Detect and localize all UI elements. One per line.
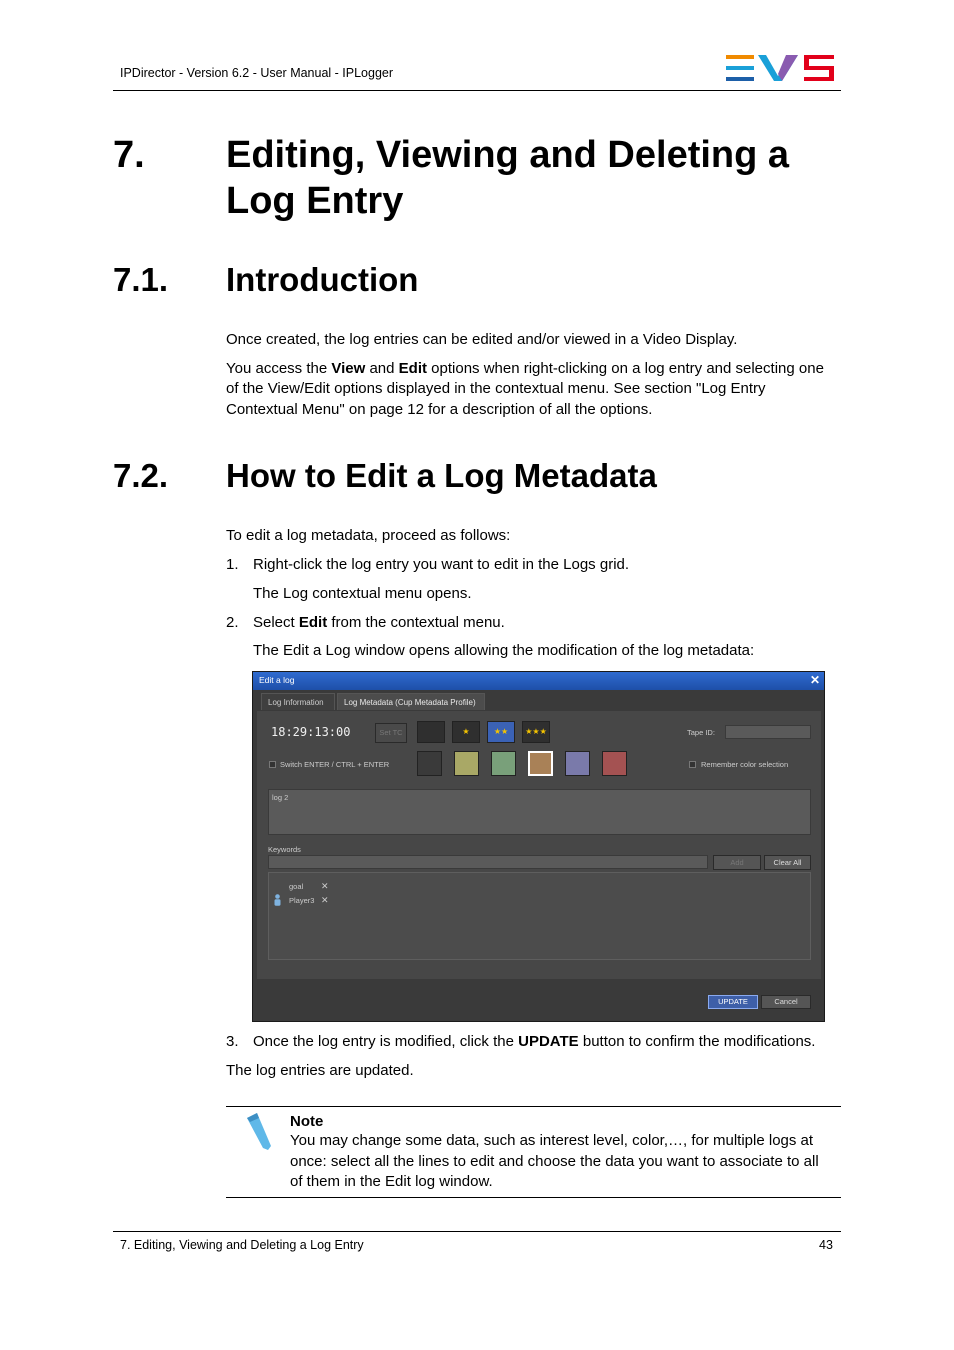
paragraph: To edit a log metadata, proceed as follows: — [226, 527, 511, 544]
paragraph: The log entries are updated. — [226, 1062, 414, 1079]
cancel-button[interactable]: Cancel — [761, 995, 811, 1009]
header-rule — [113, 90, 841, 91]
text-run: Once the log entry is modified, click the — [253, 1033, 519, 1050]
remove-keyword-icon[interactable]: ✕ — [321, 895, 329, 905]
color-swatch[interactable] — [491, 751, 516, 776]
footer-rule — [113, 1231, 841, 1232]
step-number: 3. — [226, 1033, 239, 1050]
bold-term: View — [331, 360, 366, 377]
add-keyword-button[interactable]: Add — [713, 855, 761, 870]
color-swatch[interactable] — [565, 751, 590, 776]
color-swatch[interactable] — [454, 751, 479, 776]
bold-term: UPDATE — [518, 1033, 579, 1050]
star-3-button[interactable]: ★★★ — [522, 721, 550, 743]
paragraph — [226, 359, 824, 380]
keyword-item: goal — [289, 882, 304, 891]
step-number: 1. — [226, 556, 239, 573]
tape-id-label: Tape ID: — [687, 728, 715, 737]
tape-id-input[interactable] — [725, 725, 811, 739]
log-text-area[interactable] — [268, 789, 811, 835]
timecode-display: 18:29:13:00 — [271, 725, 351, 739]
paragraph-line: Contextual Menu" on page 12 for a description of all the options. — [226, 401, 653, 418]
star-1-button[interactable]: ★ — [452, 721, 480, 743]
note-top-rule — [226, 1106, 841, 1107]
edit-log-window-screenshot — [252, 671, 825, 1022]
text-run: Select — [253, 614, 299, 631]
text-run: button to confirm the modifications. — [578, 1033, 816, 1050]
footer-chapter-ref: 7. Editing, Viewing and Deleting a Log Entry — [120, 1238, 364, 1252]
pencil-note-icon — [243, 1112, 273, 1152]
keyword-list — [268, 872, 811, 960]
star-none-button[interactable] — [417, 721, 445, 743]
remove-keyword-icon[interactable]: ✕ — [321, 881, 329, 891]
color-swatch[interactable] — [602, 751, 627, 776]
tab-log-information[interactable]: Log Information — [261, 693, 335, 710]
section-number: 7.2. — [113, 457, 169, 494]
chapter-number: 7. — [113, 134, 145, 176]
step-number: 2. — [226, 614, 239, 631]
text-run: and — [365, 360, 399, 377]
window-title-bar — [253, 672, 824, 690]
note-title: Note — [290, 1113, 324, 1130]
tab-log-metadata[interactable]: Log Metadata (Cup Metadata Profile) — [337, 693, 485, 710]
bold-term: Edit — [298, 614, 328, 631]
person-icon — [273, 894, 282, 906]
section-title: Introduction — [226, 261, 419, 298]
evs-logo-icon — [726, 54, 834, 82]
keywords-label: Keywords — [268, 845, 301, 854]
bold-term: Edit — [398, 360, 427, 377]
text-run: options when right-clicking on a log entry and selecting one — [427, 360, 824, 377]
paragraph: Once created, the log entries can be edited and/or viewed in a Video Display. — [226, 331, 738, 348]
step-text — [253, 613, 505, 634]
remember-color-label: Remember color selection — [701, 760, 789, 769]
window-title: Edit a log — [259, 675, 295, 685]
text-run: You access the — [226, 360, 332, 377]
page-number: 43 — [819, 1238, 833, 1252]
note-line: once: select all the lines to edit and choose the data you want to associate to all — [290, 1153, 819, 1170]
chapter-title-line1: Editing, Viewing and Deleting a — [226, 134, 790, 176]
color-swatch-none[interactable] — [417, 751, 442, 776]
update-button[interactable]: UPDATE — [708, 995, 758, 1009]
section-title: How to Edit a Log Metadata — [226, 457, 657, 494]
document-header-title: IPDirector - Version 6.2 - User Manual - IPLogger — [120, 66, 394, 80]
star-2-button[interactable]: ★★ — [487, 721, 515, 743]
keyword-item: Player3 — [289, 896, 315, 905]
step-result: The Edit a Log window opens allowing the modification of the log metadata: — [253, 642, 755, 659]
step-text: Right-click the log entry you want to edit in the Logs grid. — [253, 556, 630, 573]
tab-bar — [257, 693, 821, 712]
section-number: 7.1. — [113, 261, 169, 298]
text-run: from the contextual menu. — [327, 614, 505, 631]
remember-color-checkbox[interactable] — [689, 761, 696, 768]
set-tc-button[interactable]: Set TC — [375, 723, 407, 743]
color-swatch-selected[interactable] — [528, 751, 553, 776]
switch-enter-checkbox[interactable] — [269, 761, 276, 768]
step-result: The Log contextual menu opens. — [253, 585, 472, 602]
paragraph-line: of the View/Edit options displayed in the contextual menu. See section "Log Entry — [226, 380, 766, 397]
clear-all-button[interactable]: Clear All — [764, 855, 811, 870]
log-text-value: log 2 — [272, 793, 289, 802]
close-icon[interactable]: ✕ — [809, 673, 820, 687]
metadata-panel — [257, 711, 821, 979]
keywords-input[interactable] — [268, 855, 708, 869]
switch-enter-label: Switch ENTER / CTRL + ENTER — [280, 760, 390, 769]
chapter-title-line2: Log Entry — [226, 180, 404, 222]
note-bottom-rule — [226, 1197, 841, 1198]
note-line: You may change some data, such as interest level, color,…, for multiple logs at — [290, 1132, 814, 1149]
step-text — [253, 1032, 815, 1053]
note-line: of them in the Edit log window. — [290, 1173, 493, 1190]
